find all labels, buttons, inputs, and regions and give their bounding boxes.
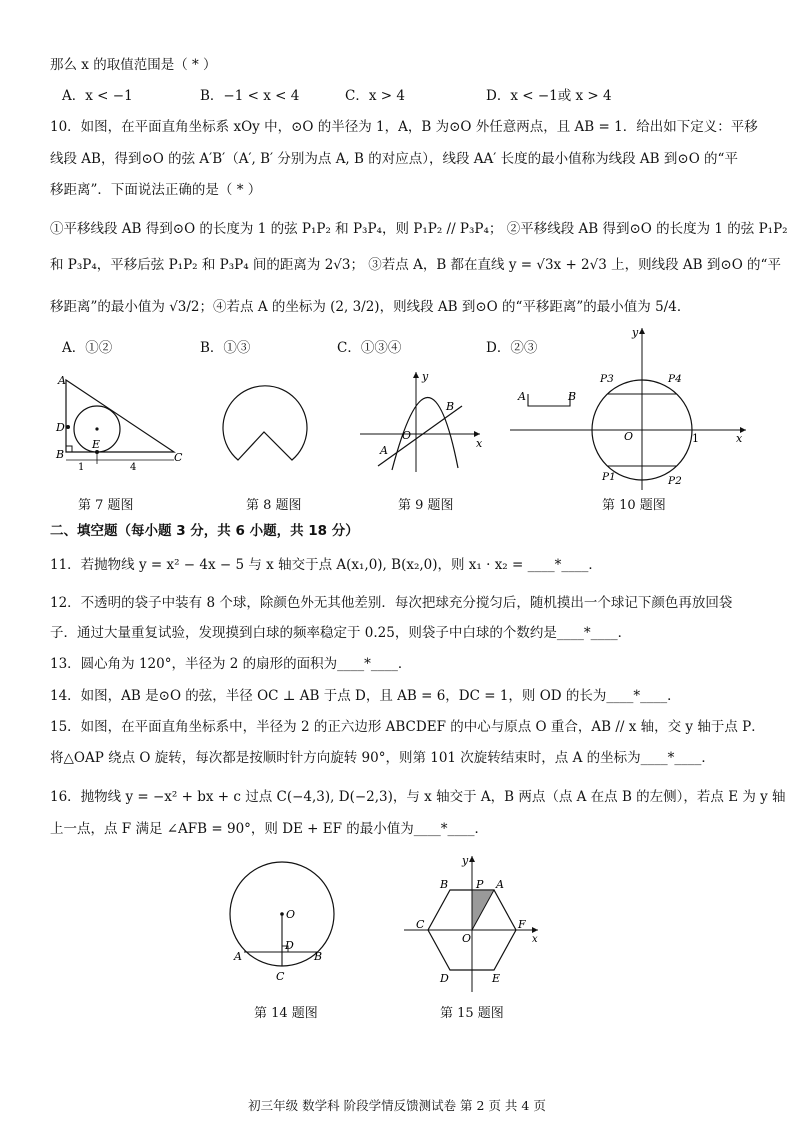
fig9-label-x: x xyxy=(476,437,483,450)
figure-7-diagram xyxy=(50,368,190,478)
figure-15-diagram xyxy=(398,852,548,997)
fig7-label-b: B xyxy=(56,448,65,461)
fig14-label-a: A xyxy=(234,950,242,963)
fig15-label-o: O xyxy=(462,932,472,945)
fig15-label-d: D xyxy=(440,972,449,985)
q12-line-1: 12．不透明的袋子中装有 8 个球，除颜色外无其他差别．每次把球充分搅匀后，随机摸出一个球记下颜色再放回袋 xyxy=(50,595,733,611)
fig10-label-y: y xyxy=(632,326,639,339)
q14-text: 14．如图，AB 是⊙O 的弦，半径 OC ⊥ AB 于点 D，且 AB = 6，DC = 1，则 OD 的长为____*____． xyxy=(50,688,681,704)
fig10-label-o: O xyxy=(624,430,634,443)
q16-line-2: 上一点，点 F 满足 ∠AFB = 90°，则 DE + EF 的最小值为____*____． xyxy=(50,821,489,837)
fig7-label-a: A xyxy=(58,374,66,387)
figure-8-diagram xyxy=(212,372,322,472)
figure-9-diagram xyxy=(350,366,490,476)
fig7-label-d: D xyxy=(56,421,65,434)
q9-option-a: A．x < −1 xyxy=(62,88,133,104)
fig7-label-e: E xyxy=(92,438,101,451)
fig9-label-a: A xyxy=(380,444,388,457)
fig9-label-y: y xyxy=(422,370,429,383)
fig10-label-b: B xyxy=(568,390,577,403)
fig15-label-p: P xyxy=(476,878,484,891)
fig10-label-x: x xyxy=(736,432,743,445)
q15-line-1: 15．如图，在平面直角坐标系中，半径为 2 的正六边形 ABCDEF 的中心与原点 O 重合，AB // x 轴，交 y 轴于点 P． xyxy=(50,719,765,735)
fig15-label-y: y xyxy=(462,854,469,867)
q10-option-b: B．①③ xyxy=(200,340,251,356)
fig15-label-c: C xyxy=(416,918,425,931)
fig7-label-c: C xyxy=(174,451,183,464)
fig8-caption: 第 8 题图 xyxy=(246,498,302,513)
fig10-label-a: A xyxy=(518,390,526,403)
q10-line-3: 移距离”．下面说法正确的是（ * ） xyxy=(50,182,262,198)
figure-10-diagram xyxy=(508,322,758,492)
q10-line-2: 线段 AB，得到⊙O 的弦 A′B′（A′, B′ 分别为点 A, B 的对应点），线段 AA′ 长度的最小值称为线段 AB 到⊙O 的“平 xyxy=(50,151,738,167)
q13-text: 13．圆心角为 120°，半径为 2 的扇形的面积为____*____． xyxy=(50,656,412,672)
q9-option-b: B．−1 < x < 4 xyxy=(200,88,300,104)
fig14-label-b: B xyxy=(314,950,323,963)
q9-option-d: D．x < −1或 x > 4 xyxy=(486,88,612,104)
fig10-label-p3: P3 xyxy=(600,373,614,385)
q10-line-6: 移距离”的最小值为 √3/2；④若点 A 的坐标为 (2, 3/2)，则线段 AB 到⊙O 的“平移距离”的最小值为 5/4． xyxy=(50,299,691,315)
fig15-label-e: E xyxy=(492,972,501,985)
fig9-caption: 第 9 题图 xyxy=(398,498,454,513)
fig15-label-f: F xyxy=(518,918,526,931)
fig10-label-1: 1 xyxy=(692,432,699,445)
fig9-label-b: B xyxy=(446,400,455,413)
q15-line-2: 将△OAP 绕点 O 旋转，每次都是按顺时针方向旋转 90°，则第 101 次旋转结束时，点 A 的坐标为____*____． xyxy=(50,750,715,766)
fig7-caption: 第 7 题图 xyxy=(78,498,134,513)
q11-text: 11．若抛物线 y = x² − 4x − 5 与 x 轴交于点 A(x₁,0), B(x₂,0)，则 x₁ · x₂ = ____*____． xyxy=(50,557,602,573)
fig15-label-a: A xyxy=(496,878,504,891)
fig14-caption: 第 14 题图 xyxy=(254,1006,318,1021)
section-2-title: 二、填空题（每小题 3 分，共 6 小题，共 18 分） xyxy=(50,523,359,539)
fig10-caption: 第 10 题图 xyxy=(602,498,666,513)
fig15-caption: 第 15 题图 xyxy=(440,1006,504,1021)
q10-line-1: 10．如图，在平面直角坐标系 xOy 中，⊙O 的半径为 1，A，B 为⊙O 外任意两点，且 AB = 1．给出如下定义：平移 xyxy=(50,119,758,135)
fig10-label-p2: P2 xyxy=(668,475,682,487)
q12-line-2: 子．通过大量重复试验，发现摸到白球的频率稳定于 0.25，则袋子中白球的个数约是____*____． xyxy=(50,625,632,641)
fig14-label-d: D xyxy=(285,939,294,952)
q10-line-5: 和 P₃P₄，平移后弦 P₁P₂ 和 P₃P₄ 间的距离为 2√3； ③若点 A，B 都在直线 y = √3x + 2√3 上，则线段 AB 到⊙O 的“平 xyxy=(50,257,781,273)
fig7-label-1: 1 xyxy=(78,462,85,473)
figure-14-diagram xyxy=(222,860,342,984)
q9-option-c: C．x > 4 xyxy=(345,88,405,104)
q10-line-4: ①平移线段 AB 得到⊙O 的长度为 1 的弦 P₁P₂ 和 P₃P₄，则 P₁P₂ // P₃P₄； ②平移线段 AB 得到⊙O 的长度为 1 的弦 P₁P₂ xyxy=(50,221,788,237)
fig14-label-o: O xyxy=(286,908,296,921)
fig15-label-b: B xyxy=(440,878,449,891)
q16-line-1: 16．抛物线 y = −x² + bx + c 过点 C(−4,3), D(−2,3)，与 x 轴交于 A，B 两点（点 A 在点 B 的左侧），若点 E 为 y 轴 xyxy=(50,789,786,805)
fig7-label-4: 4 xyxy=(130,462,137,473)
q10-option-d: D．②③ xyxy=(486,340,538,356)
fig10-label-p1: P1 xyxy=(602,471,616,483)
fig15-label-x: x xyxy=(532,934,538,945)
fig10-label-p4: P4 xyxy=(668,373,682,385)
page-footer: 初三年级 数学科 阶段学情反馈测试卷 第 2 页 共 4 页 xyxy=(248,1098,546,1113)
q10-option-a: A．①② xyxy=(62,340,113,356)
q10-option-c: C．①③④ xyxy=(337,340,402,356)
fig9-label-o: O xyxy=(402,429,412,442)
q9-tail-text: 那么 x 的取值范围是（ * ） xyxy=(50,57,217,73)
fig14-label-c: C xyxy=(276,970,285,983)
